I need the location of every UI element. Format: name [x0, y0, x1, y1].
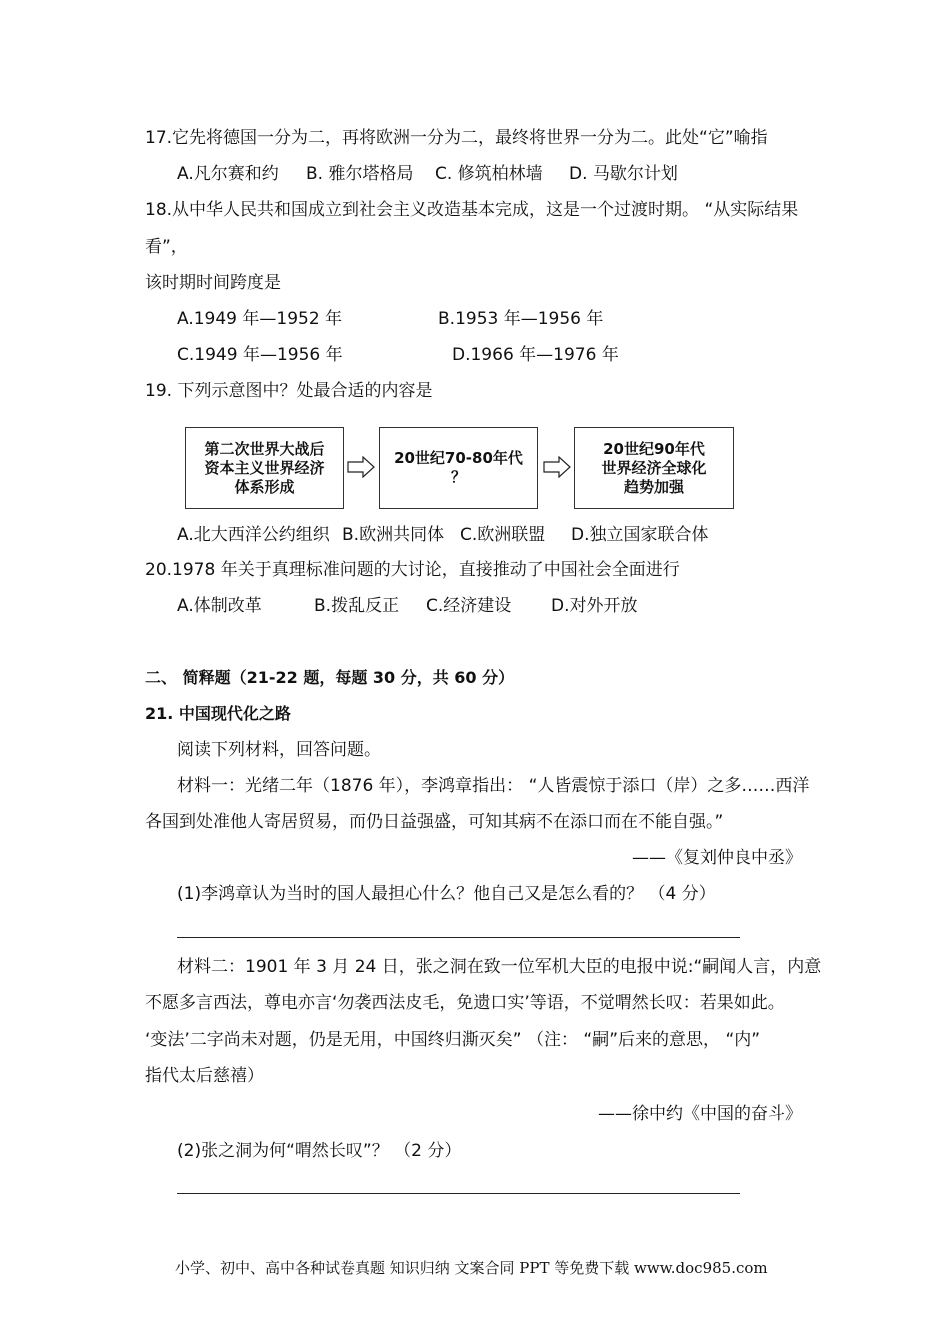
- q19-option-c: C.欧洲联盟: [460, 525, 546, 545]
- q20-option-a: A.体制改革: [177, 596, 262, 616]
- diagram-box3-line1: 20世纪90年代: [603, 439, 705, 458]
- q18-stem-line2: 看”，: [145, 237, 188, 257]
- q21-title: 21. 中国现代化之路: [145, 704, 291, 723]
- diagram-box-70s-80s: [379, 427, 538, 509]
- q18-option-a: A.1949 年—1952 年: [177, 309, 343, 329]
- q17-option-b: B. 雅尔塔格局: [306, 164, 414, 184]
- diagram-box1-line2: 资本主义世界经济: [204, 458, 325, 477]
- q19-option-b: B.欧洲共同体: [342, 525, 445, 545]
- q17-option-a: A.凡尔赛和约: [177, 164, 279, 184]
- diagram-box1-line3: 体系形成: [234, 477, 295, 496]
- material2-line4: 指代太后慈禧）: [145, 1066, 264, 1086]
- material2-line3: ‘变法’二字尚未对题，仍是无用，中国终归澌灭矣” （注： “嗣”后来的意思， “内”: [145, 1030, 761, 1050]
- q17-option-d: D. 马歇尔计划: [569, 164, 678, 184]
- material2-line2: 不愿多言西法，尊电亦言‘勿袭西法皮毛，免遗口实’等语，不觉喟然长叹：若果如此。: [145, 993, 785, 1013]
- diagram-box2-line2: ？: [450, 468, 466, 486]
- right-arrow-icon: [347, 456, 375, 478]
- diagram-box-90s: [574, 427, 734, 509]
- answer-line-2[interactable]: [177, 1193, 740, 1194]
- material2-line1: 材料二：1901 年 3 月 24 日，张之洞在致一位军机大臣的电报中说:“嗣闻人言，内意: [177, 957, 822, 977]
- material1-source: ——《复刘仲良中丞》: [632, 848, 802, 868]
- material1-line2: 各国到处准他人寄居贸易，而仍日益强盛，可知其病不在添口而在不能自强。”: [145, 812, 724, 832]
- q20-option-b: B.拨乱反正: [314, 596, 400, 616]
- q18-option-b: B.1953 年—1956 年: [438, 309, 604, 329]
- material2-source: ——徐中约《中国的奋斗》: [598, 1104, 802, 1124]
- q18-stem-line3: 该时期时间跨度是: [145, 273, 281, 293]
- diagram-box3-line3: 趋势加强: [623, 477, 684, 496]
- diagram-box3-line2: 世界经济全球化: [601, 458, 707, 477]
- q18-option-d: D.1966 年—1976 年: [452, 345, 619, 365]
- q19-option-a: A.北大西洋公约组织: [177, 525, 330, 545]
- reading-instruction: 阅读下列材料，回答问题。: [177, 740, 381, 760]
- footer-download-notice: 小学、初中、高中各种试卷真题 知识归纳 文案合同 PPT 等免费下载 www.doc985.com: [175, 1259, 768, 1277]
- q18-stem-line1: 18.从中华人民共和国成立到社会主义改造基本完成，这是一个过渡时期。 “从实际结果: [145, 200, 799, 220]
- section2-heading: 二、 简释题（21-22 题，每题 30 分，共 60 分）: [145, 668, 515, 687]
- diagram-box2-line1: 20世纪70-80年代: [394, 449, 523, 467]
- q20-stem: 20.1978 年关于真理标准问题的大讨论，直接推动了中国社会全面进行: [145, 560, 680, 580]
- q17-option-c: C. 修筑柏林墙: [435, 164, 543, 184]
- sub-question-1: (1)李鸿章认为当时的国人最担心什么？他自己又是怎么看的？ （4 分）: [177, 884, 716, 904]
- answer-line-1[interactable]: [177, 937, 740, 938]
- right-arrow-icon: [543, 456, 571, 478]
- q20-option-c: C.经济建设: [426, 596, 512, 616]
- q19-stem: 19. 下列示意图中？处最合适的内容是: [145, 381, 433, 401]
- diagram-box1-line1: 第二次世界大战后: [204, 439, 325, 458]
- diagram-box-postwar: [185, 427, 344, 509]
- q17-stem: 17.它先将德国一分为二，再将欧洲一分为二，最终将世界一分为二。此处“它”喻指: [145, 128, 768, 148]
- sub-question-2: (2)张之洞为何“喟然长叹”？ （2 分）: [177, 1141, 462, 1161]
- q19-option-d: D.独立国家联合体: [571, 525, 709, 545]
- material1-line1: 材料一：光绪二年（1876 年），李鸿章指出： “人皆震惊于添口（岸）之多……西洋: [177, 776, 810, 796]
- q20-option-d: D.对外开放: [551, 596, 638, 616]
- q18-option-c: C.1949 年—1956 年: [177, 345, 343, 365]
